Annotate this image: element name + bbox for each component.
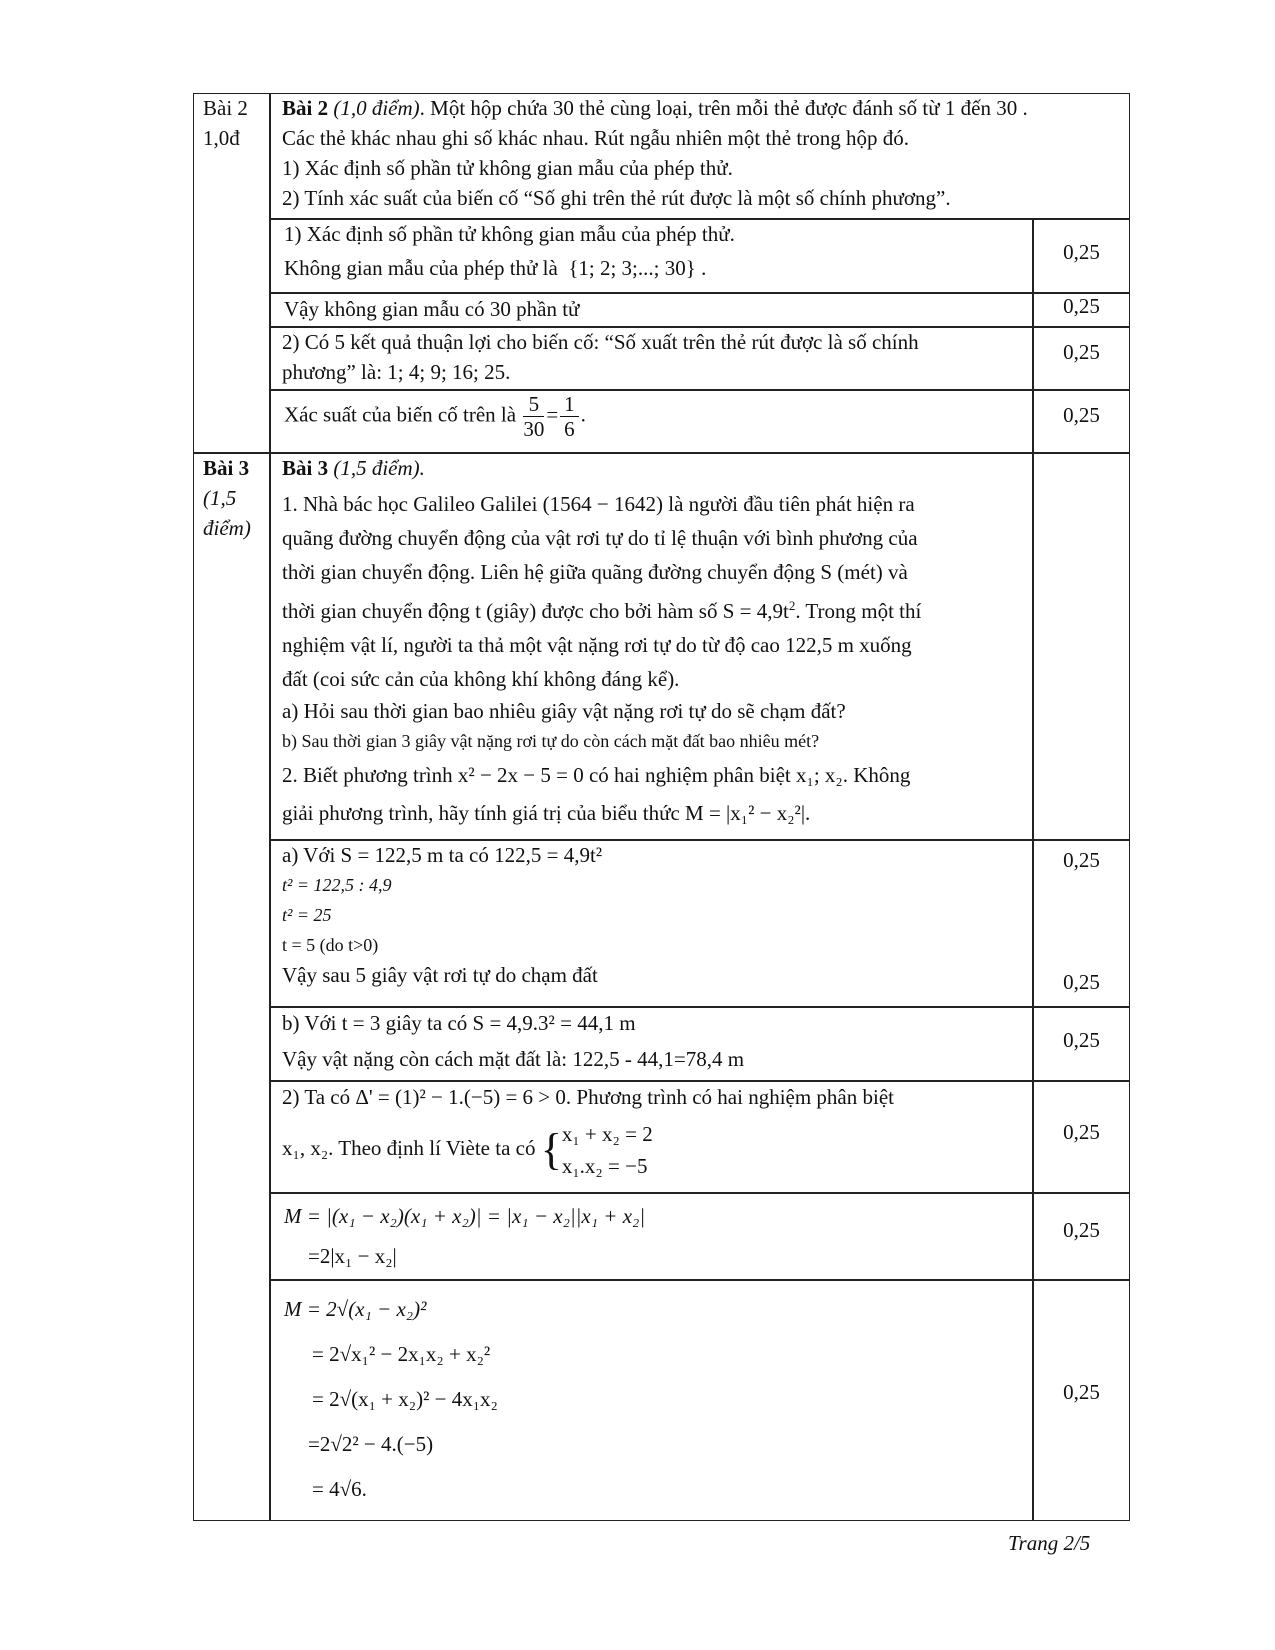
bai2-answer-2 bbox=[284, 294, 579, 324]
solution-line bbox=[282, 1118, 894, 1182]
label-line: (1,5 bbox=[203, 486, 237, 510]
computation-line: =2√2² − 4.(−5) bbox=[308, 1432, 434, 1456]
problem-line: nghiệm vật lí, người ta thả một vật nặng rơi tự do từ độ cao 122,5 m xuống bbox=[282, 633, 912, 657]
numerator: 1 bbox=[560, 392, 579, 417]
bai3-solution-b bbox=[282, 1008, 744, 1074]
solution-text: x₁, x₂. Theo định lí Viète ta có bbox=[282, 1135, 536, 1160]
denominator: 30 bbox=[523, 417, 545, 441]
answer-line: 2) Có 5 kết quả thuận lợi cho biến cố: “Số xuất trên thẻ rút được là số chính bbox=[282, 330, 919, 354]
problem-body bbox=[282, 487, 1022, 696]
equation-system bbox=[562, 1118, 653, 1182]
heading: Bài 2 bbox=[282, 96, 329, 120]
equation: x₁ + x₂ = 2 bbox=[561, 1122, 653, 1146]
solution-line: Vậy vật nặng còn cách mặt đất là: 122,5 - 44,1=78,4 m bbox=[282, 1047, 745, 1071]
bai2-intro bbox=[282, 93, 1127, 123]
intro: . Một hộp chứa 30 thẻ cùng loại, trên mỗi thẻ được đánh số từ 1 đến 30 . bbox=[419, 96, 1028, 120]
question-2 bbox=[282, 756, 1022, 832]
divider bbox=[269, 1192, 1130, 1194]
score: 0,25 bbox=[1063, 1028, 1100, 1052]
answer-text: Xác suất của biến cố trên là bbox=[284, 402, 517, 427]
problem-line: quãng đường chuyển động của vật rơi tự do tỉ lệ thuận với bình phương của bbox=[282, 526, 918, 550]
score: 0,25 bbox=[1063, 1120, 1100, 1144]
bai3-computation bbox=[284, 1287, 498, 1512]
problem-line: thời gian chuyển động. Liên hệ giữa quãng đường chuyển động S (mét) và bbox=[282, 560, 908, 584]
expression-line: =2|x₁ − x₂| bbox=[308, 1244, 397, 1268]
solution-line: Vậy sau 5 giây vật rơi tự do chạm đất bbox=[282, 963, 598, 987]
fraction bbox=[560, 392, 579, 441]
label-line: Bài 2 bbox=[203, 96, 248, 120]
bai3-expression-m bbox=[284, 1196, 645, 1276]
score: 0,25 bbox=[1063, 340, 1100, 364]
computation-line: = 2√(x₁ + x₂)² − 4x₁x₂ bbox=[312, 1387, 498, 1411]
solution-line: t = 5 (do t>0) bbox=[282, 935, 379, 955]
answer-line: Không gian mẫu của phép thử là {1; 2; 3;...; 30} . bbox=[284, 256, 707, 280]
divider bbox=[269, 389, 1130, 391]
solution-line: t² = 122,5 : 4,9 bbox=[282, 875, 392, 895]
question: 1) Xác định số phần tử không gian mẫu của phép thử. bbox=[282, 156, 733, 180]
solution-line: b) Với t = 3 giây ta có S = 4,9.3² = 44,1 m bbox=[282, 1011, 636, 1035]
answer-text: Không gian mẫu của phép thử là bbox=[284, 256, 558, 280]
problem-text: thời gian chuyển động t (giây) được cho bởi hàm số S = 4,9t bbox=[282, 599, 789, 623]
score: 0,25 bbox=[1063, 848, 1100, 872]
numerator: 5 bbox=[523, 392, 544, 417]
score: 0,25 bbox=[1063, 240, 1100, 264]
score: 0,25 bbox=[1063, 970, 1100, 994]
computation-line: M = 2√(x₁ − x₂)² bbox=[284, 1297, 427, 1321]
sample-space-set: {1; 2; 3;...; 30} bbox=[568, 256, 696, 280]
question: a) Hỏi sau thời gian bao nhiêu giây vật nặng rơi tự do sẽ chạm đất? bbox=[282, 699, 846, 723]
points: (1,5 điểm). bbox=[333, 456, 425, 480]
question: 2) Tính xác suất của biến cố “Số ghi trên thẻ rút được là một số chính phương”. bbox=[282, 186, 951, 210]
bai2-answer-1 bbox=[284, 219, 735, 283]
score: 0,25 bbox=[1063, 1218, 1100, 1242]
solution-line: a) Với S = 122,5 m ta có 122,5 = 4,9t² bbox=[282, 843, 603, 867]
bai2-label bbox=[203, 93, 248, 153]
question: b) Sau thời gian 3 giây vật nặng rơi tự do còn cách mặt đất bao nhiêu mét? bbox=[282, 731, 820, 751]
divider bbox=[269, 93, 271, 1521]
answer-line: 1) Xác định số phần tử không gian mẫu của phép thử. bbox=[284, 222, 735, 246]
solution-line: 2) Ta có Δ' = (1)² − 1.(−5) = 6 > 0. Phương trình có hai nghiệm phân biệt bbox=[282, 1085, 894, 1109]
page-number: Trang 2/5 bbox=[1008, 1531, 1091, 1555]
answer-line: phương” là: 1; 4; 9; 16; 25. bbox=[282, 360, 511, 384]
question: 2. Biết phương trình x² − 2x − 5 = 0 có hai nghiệm phân biệt x₁; x₂. Không bbox=[282, 763, 911, 787]
question: giải phương trình, hãy tính giá trị của biểu thức M = |x₁² − x₂²|. bbox=[282, 801, 811, 825]
solution-line: t² = 25 bbox=[282, 905, 332, 925]
problem-line: 1. Nhà bác học Galileo Galilei (1564 − 1642) là người đầu tiên phát hiện ra bbox=[282, 492, 915, 516]
score: 0,25 bbox=[1063, 1380, 1100, 1404]
answer-line: Vậy không gian mẫu có 30 phần tử bbox=[284, 297, 580, 321]
equation: x₁.x₂ = −5 bbox=[561, 1154, 648, 1178]
fraction bbox=[523, 392, 544, 441]
problem-text: . Trong một thí bbox=[795, 599, 922, 623]
bai2-answer-3 bbox=[282, 327, 919, 387]
label-line: 1,0đ bbox=[203, 126, 240, 150]
bai3-label bbox=[203, 453, 251, 543]
bai3-heading bbox=[282, 453, 1022, 483]
label-line: Bài 3 bbox=[203, 456, 250, 480]
intro-line: Các thẻ khác nhau ghi số khác nhau. Rút ngẫu nhiên một thẻ trong hộp đó. bbox=[282, 126, 909, 150]
divider bbox=[269, 1279, 1130, 1281]
expression-line: M = |(x₁ − x₂)(x₁ + x₂)| = |x₁ − x₂||x₁ + x₂| bbox=[284, 1204, 646, 1228]
label-line: điểm) bbox=[203, 516, 251, 540]
bai3-solution-a bbox=[282, 840, 602, 990]
brace: { bbox=[540, 1125, 562, 1174]
score: 0,25 bbox=[1063, 403, 1100, 427]
problem-line: thời gian chuyển động t (giây) được cho bởi hàm số $S = 4,9t^2$. Trong một thí bbox=[282, 598, 922, 623]
score: 0,25 bbox=[1063, 294, 1100, 318]
problem-line: đất (coi sức cản của không khí không đáng kể). bbox=[282, 667, 680, 691]
heading: Bài 3 bbox=[282, 456, 329, 480]
denominator: 6 bbox=[564, 417, 575, 441]
bai3-solution-2 bbox=[282, 1082, 894, 1182]
bai3-problem bbox=[282, 453, 1022, 832]
bai2-problem bbox=[282, 93, 1127, 213]
points: (1,0 điểm) bbox=[333, 96, 420, 120]
computation-line: = 2√x₁² − 2x₁x₂ + x₂² bbox=[312, 1342, 491, 1366]
bai2-answer-4: Xác suất của biến cố trên là $\frac{5}{30}$ = $\frac{1}{6}$ . bbox=[284, 392, 586, 441]
computation-line: = 4√6. bbox=[312, 1477, 367, 1501]
